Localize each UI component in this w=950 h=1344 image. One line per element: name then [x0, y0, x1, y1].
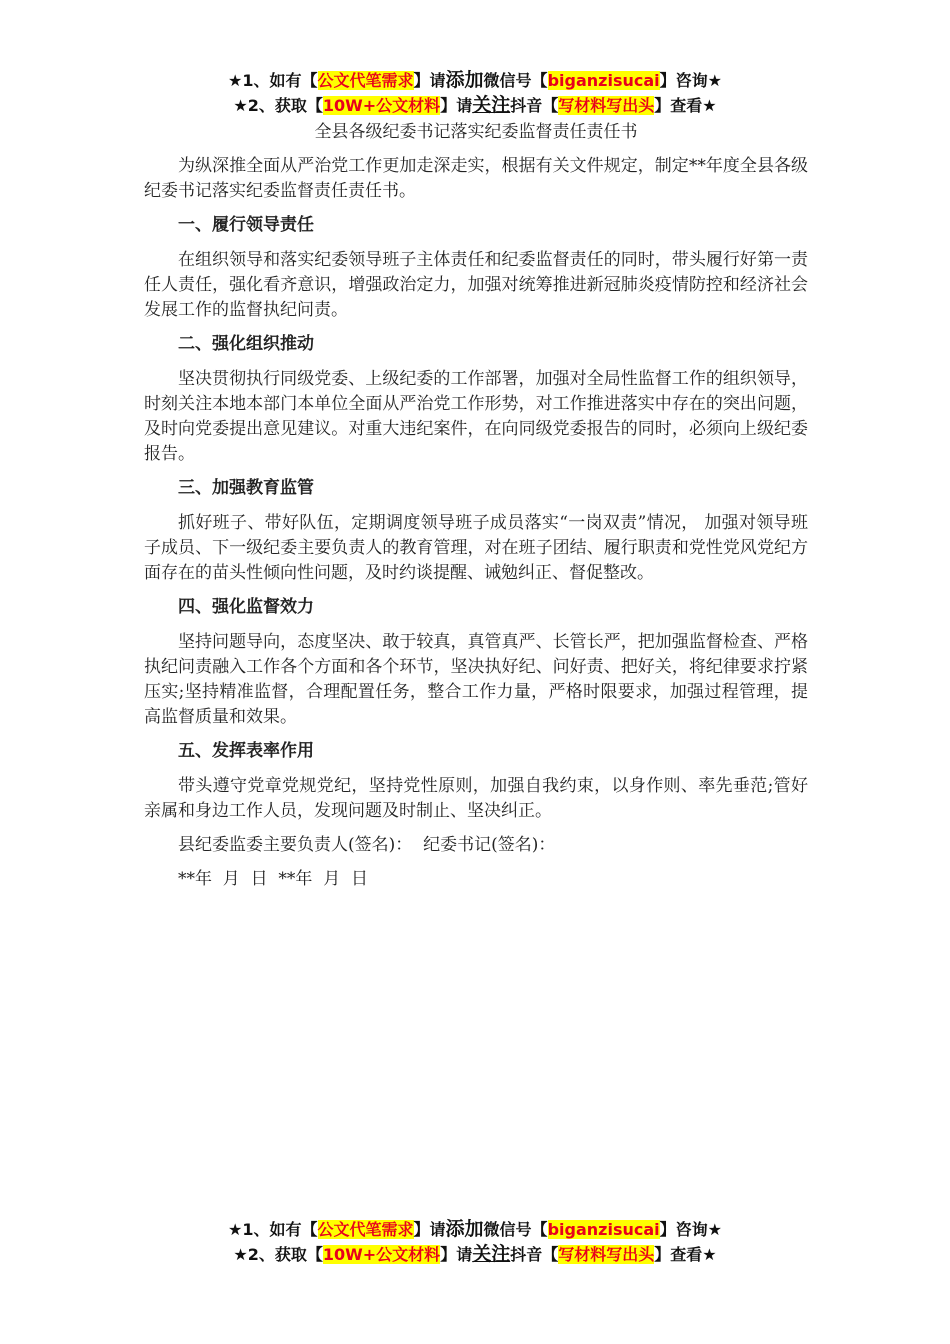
banner-text: 】咨询★ — [659, 71, 722, 90]
banner-line-2 — [0, 93, 950, 118]
banner-text: 微信号【 — [483, 71, 548, 90]
banner-text: 】请 — [413, 71, 446, 90]
date-line: **年 月 日 **年 月 日 — [178, 869, 369, 889]
banner-highlight-wechat-id: biganzisucai — [547, 71, 660, 90]
section-heading-3: 三、加强教育监管 — [178, 478, 314, 498]
banner-highlight-douyin: 写材料写出头 — [558, 1245, 655, 1264]
banner-text: 微信号【 — [483, 1220, 548, 1239]
section-body-3: 抓好班子、带好队伍，定期调度领导班子成员落实“一岗双责”情况， 加强对领导班子成员、下一级纪委主要负责人的教育管理，对在班子团结、履行职责和党性党风党纪方面存在的苗头性倾向性问题，及时约谈提醒、诫勉纠正、督促整改。 — [144, 513, 808, 583]
banner-line-2 — [0, 1242, 950, 1267]
top-banner — [0, 68, 950, 118]
section-body-2: 坚决贯彻执行同级党委、上级纪委的工作部署，加强对全局性监督工作的组织领导，时刻关注本地本部门本单位全面从严治党工作形势，对工作推进落实中存在的突出问题，及时向党委提出意见建议。对重大违纪案件，在向同级党委报告的同时，必须向上级纪委报告。 — [144, 369, 808, 464]
banner-highlight: 10W+公文材料 — [322, 1245, 441, 1264]
banner-highlight: 10W+公文材料 — [322, 96, 441, 115]
bottom-banner — [0, 1217, 950, 1267]
banner-line-1 — [0, 1217, 950, 1242]
banner-text: 】咨询★ — [659, 1220, 722, 1239]
section-heading-2: 二、强化组织推动 — [178, 334, 314, 354]
banner-highlight: 公文代笔需求 — [317, 71, 414, 90]
banner-text: 抖音【 — [510, 1245, 559, 1264]
banner-emphasis: 添加 — [445, 1218, 484, 1240]
banner-text: ★2、获取【 — [233, 1245, 323, 1264]
banner-text: 】查看★ — [654, 96, 717, 115]
banner-emphasis: 关注 — [472, 1243, 511, 1265]
section-heading-4: 四、强化监督效力 — [178, 597, 314, 617]
banner-text: ★2、获取【 — [233, 96, 323, 115]
banner-emphasis: 关注 — [472, 94, 511, 116]
banner-highlight-wechat-id: biganzisucai — [547, 1220, 660, 1239]
section-body-5: 带头遵守党章党规党纪，坚持党性原则，加强自我约束，以身作则、率先垂范;管好亲属和身边工作人员，发现问题及时制止、坚决纠正。 — [144, 776, 808, 821]
banner-highlight: 公文代笔需求 — [317, 1220, 414, 1239]
document-title: 全县各级纪委书记落实纪委监督责任责任书 — [314, 122, 638, 142]
section-body-1: 在组织领导和落实纪委领导班子主体责任和纪委监督责任的同时，带头履行好第一责任人责任，强化看齐意识，增强政治定力，加强对统筹推进新冠肺炎疫情防控和经济社会发展工作的监督执纪问责。 — [144, 250, 808, 320]
banner-text: 】请 — [440, 1245, 473, 1264]
banner-line-1 — [0, 68, 950, 93]
document-body — [144, 118, 808, 901]
signature-line: 县纪委监委主要负责人(签名)： 纪委书记(签名)： — [178, 835, 556, 855]
banner-text: ★1、如有【 — [228, 1220, 318, 1239]
intro-paragraph: 为纵深推全面从严治党工作更加走深走实，根据有关文件规定，制定**年度全县各级纪委书记落实纪委监督责任责任书。 — [144, 156, 808, 201]
banner-text: 】请 — [440, 96, 473, 115]
section-heading-5: 五、发挥表率作用 — [178, 741, 314, 761]
banner-text: 抖音【 — [510, 96, 559, 115]
banner-text: 】查看★ — [654, 1245, 717, 1264]
banner-text: ★1、如有【 — [228, 71, 318, 90]
section-heading-1: 一、履行领导责任 — [178, 215, 314, 235]
banner-highlight-douyin: 写材料写出头 — [558, 96, 655, 115]
banner-emphasis: 添加 — [445, 69, 484, 91]
banner-text: 】请 — [413, 1220, 446, 1239]
section-body-4: 坚持问题导向，态度坚决、敢于较真，真管真严、长管长严，把加强监督检查、严格执纪问责融入工作各个方面和各个环节，坚决执好纪、问好责、把好关，将纪律要求拧紧压实;坚持精准监督，合理配置任务，整合工作力量，严格时限要求，加强过程管理，提高监督质量和效果。 — [144, 632, 808, 727]
